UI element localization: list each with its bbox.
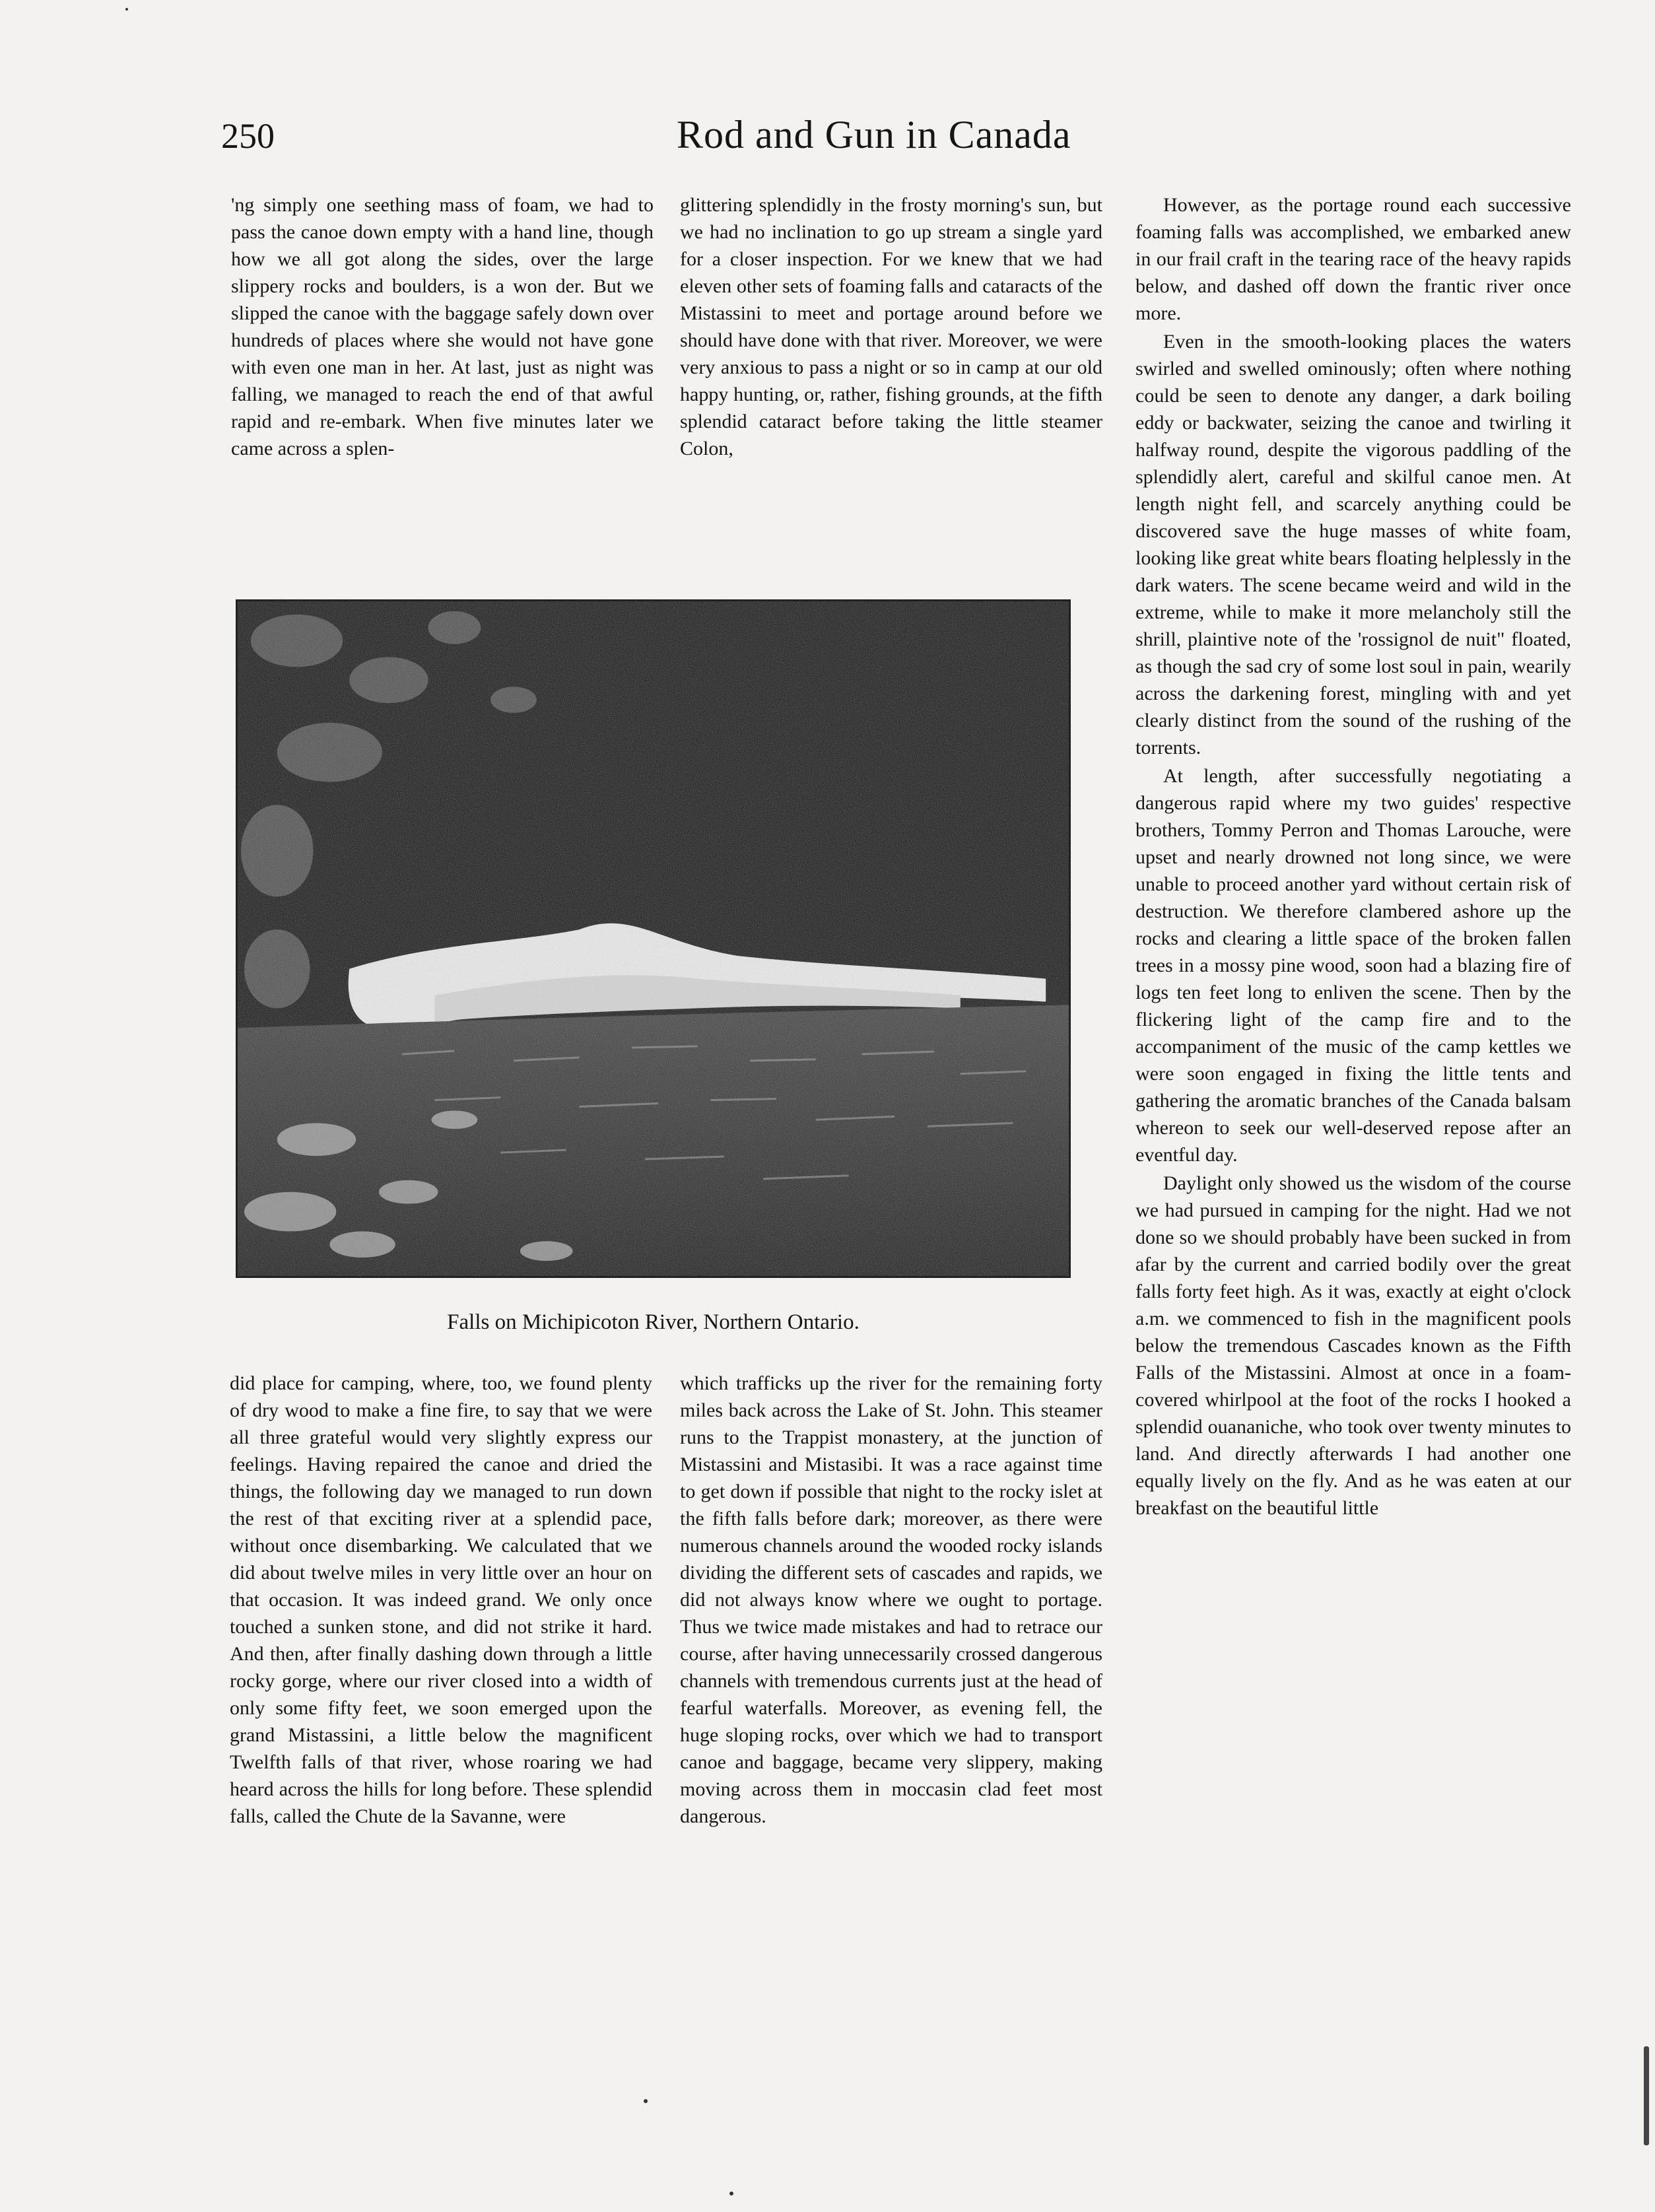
print-edge-mark	[1644, 2046, 1649, 2145]
print-speck	[644, 2099, 648, 2103]
paragraph: did place for camping, where, too, we found plenty of dry wood to make a fine fire, to say that we were all three grateful would very slightly express our feelings. Having repaired the canoe and dried the things, the following day we managed to run down the rest of that exciting river at a splendid pace, without once disembarking. We calculated that we did about twelve miles in very little over an hour on that occasion. It was indeed grand. We only once touched a sunken stone, and did not strike it hard. And then, after finally dashing down through a little rocky gorge, where our river closed into a width of only some fifty feet, we soon emerged upon the grand Mistassini, a little below the magnificent Twelfth falls of that river, whose roaring we had heard across the hills for long before. These splendid falls, called the Chute de la Savanne, were	[230, 1372, 652, 1827]
falls-photo-image	[238, 601, 1069, 1276]
running-title: Rod and Gun in Canada	[677, 113, 1071, 156]
paragraph: However, as the portage round each successive foaming falls was accomplished, we embarked anew in our frail craft in the tearing race of the heavy rapids below, and dashed off down the frantic river once more.	[1135, 194, 1571, 324]
paragraph: At length, after successfully negotiating a dangerous rapid where my two guides' respective brothers, Tommy Perron and Thomas Larouche, were upset and nearly drowned not long since, we were unable to proceed another yard without certain risk of destruction. We therefore clambered ashore up the rocks and clearing a little space of the broken fallen trees in a mossy pine wood, soon had a blazing fire of logs ten feet long to enliven the scene. Then by the flickering light of the camp fire and to the accompaniment of the music of the camp kettles we were soon engaged in fixing the little tents and gathering the aromatic branches of the Canada balsam whereon to seek our well-deserved repose after an eventful day.	[1135, 765, 1571, 1166]
paragraph: 'ng simply one seething mass of foam, we had to pass the canoe down empty with a hand line, though how we all got along the sides, over the large slippery rocks and boulders, is a won der. But we slipped the canoe with the baggage safely down over hundreds of places where she would not have gone with even one man in her. At last, just as night was falling, we managed to reach the end of that awful rapid and re-embark. When five minutes later we came across a splen-	[231, 194, 654, 459]
print-speck	[729, 2192, 733, 2195]
column-1-bottom	[230, 1370, 652, 1964]
column-3	[1135, 191, 1571, 1974]
column-2-bottom	[680, 1370, 1102, 1964]
paragraph: Even in the smooth-looking places the waters swirled and swelled ominously; often where nothing could be seen to denote any danger, a dark boiling eddy or backwater, seizing the canoe and twirling it halfway round, despite the vigorous paddling of the splendidly alert, careful and skilful canoe men. At length night fell, and scarcely anything could be discovered save the huge masses of white foam, looking like great white bears floating helplessly in the dark waters. The scene became weird and wild in the extreme, while to make it more melancholy still the shrill, plaintive note of the 'rossignol de nuit" floated, as though the sad cry of some lost soul in pain, wearily across the darkening forest, mingling with and yet clearly distinct from the sound of the rushing of the torrents.	[1135, 331, 1571, 758]
photo-caption: Falls on Michipicoton River, Northern Ontario.	[447, 1310, 860, 1334]
paragraph: glittering splendidly in the frosty morning's sun, but we had no inclination to go up stream a single yard for a closer inspection. For we knew that we had eleven other sets of foaming falls and cataracts of the Mistassini to meet and portage around before we should have done with that river. Moreover, we were very anxious to pass a night or so in camp at our old happy hunting, or, rather, fishing grounds, at the fifth splendid cataract before taking the little steamer Colon,	[680, 194, 1102, 459]
column-1-top	[231, 191, 654, 548]
print-speck	[125, 8, 128, 11]
page-number: 250	[221, 116, 275, 156]
falls-photograph	[236, 599, 1071, 1278]
paragraph: which trafficks up the river for the remaining forty miles back across the Lake of St. John. This steamer runs to the Trappist monastery, at the junction of Mistassini and Mistasibi. It was a race against time to get down if possible that night to the rocky islet at the fifth falls before dark; moreover, as there were numerous channels around the wooded rocky islands dividing the different sets of cascades and rapids, we did not always know where we ought to portage. Thus we twice made mistakes and had to retrace our course, after having unnecessarily crossed dangerous channels with tremendous currents just at the head of fearful waterfalls. Moreover, as evening fell, the huge sloping rocks, over which we had to transport canoe and baggage, became very slippery, making moving across them in moccasin clad feet most dangerous.	[680, 1372, 1102, 1827]
column-2-top	[680, 191, 1102, 548]
paragraph: Daylight only showed us the wisdom of the course we had pursued in camping for the night. Had we not done so we should probably have been sucked in from afar by the current and carried bodily over the great falls forty feet high. As it was, exactly at eight o'clock a.m. we commenced to fish in the magnificent pools below the tremendous Cascades known as the Fifth Falls of the Mistassini. Almost at once in a foam-covered whirlpool at the foot of the rocks I hooked a splendid ouananiche, who took over twenty minutes to land. And directly afterwards I had another one equally lively on the fly. And as he was eaten at our breakfast on the beautiful little	[1135, 1172, 1571, 1519]
